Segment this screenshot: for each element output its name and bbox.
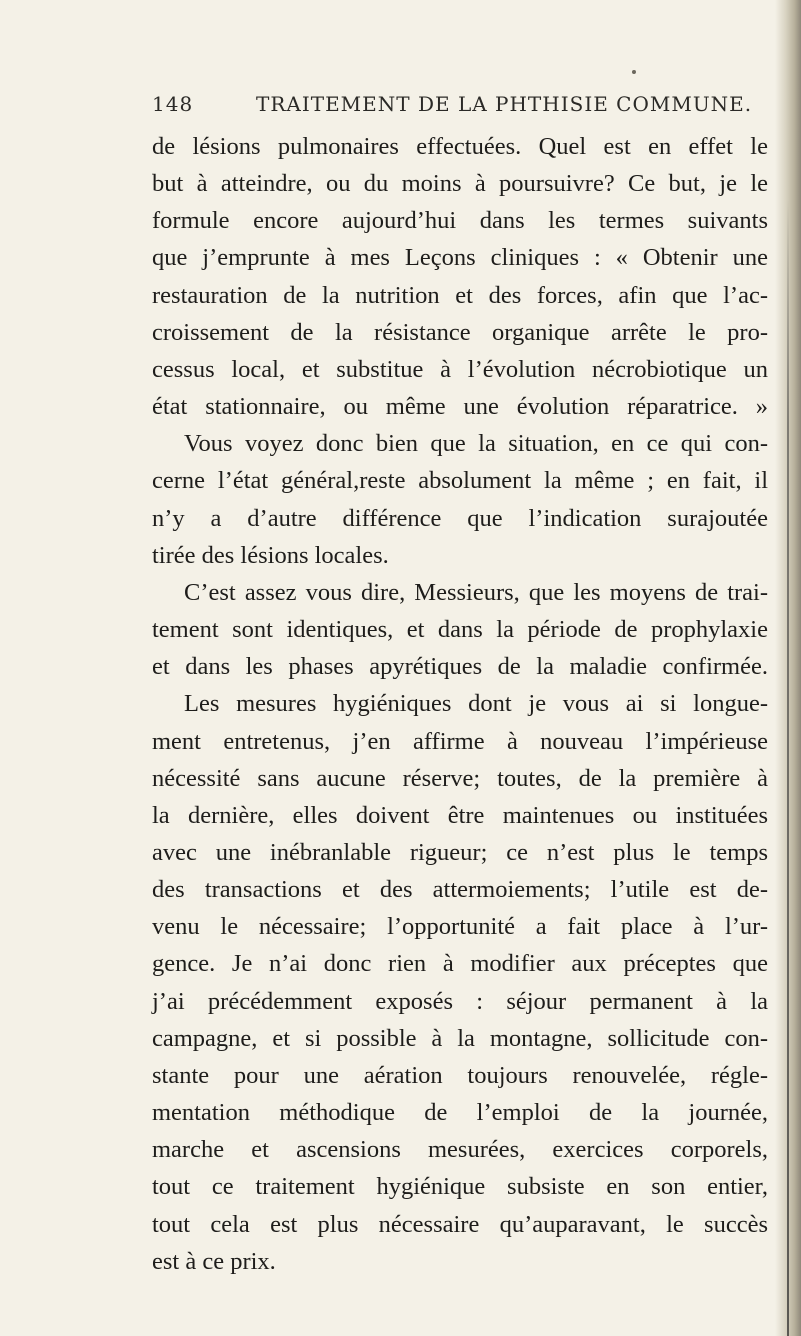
text-line: stante pour une aération toujours renouvelée, régle- [152,1061,768,1089]
text-line: de lésions pulmonaires effectuées. Quel est en effet le [152,133,768,160]
text-line: cerne l’état général,reste absolument la même ; en fait, il [152,467,768,495]
binding-edge-line [787,200,789,1336]
text-line: nécessité sans aucune réserve; toutes, de la première à [152,764,768,792]
text-line: marche et ascensions mesurées, exercices corporels, [152,1136,768,1164]
text-line: des transactions et des attermoiements; l’utile est de- [152,876,768,904]
text-line: Vous voyez donc bien que la situation, en ce qui con- [184,430,768,458]
text-line: état stationnaire, ou même une évolution réparatrice. » [152,393,768,421]
text-line: tement sont identiques, et dans la période de prophylaxie [152,616,768,644]
text-line: venu le nécessaire; l’opportunité a fait place à l’ur- [152,913,768,941]
text-line: cessus local, et substitue à l’évolution nécrobiotique un [152,355,768,383]
text-line: gence. Je n’ai donc rien à modifier aux préceptes que [152,950,768,978]
text-line: ment entretenus, j’en affirme à nouveau l’impérieuse [152,727,768,755]
text-line: restauration de la nutrition et des forces, afin que l’ac- [152,281,768,309]
body-text [152,128,768,1280]
text-line: tirée des lésions locales. [152,541,389,569]
text-line: est à ce prix. [152,1247,276,1275]
text-line: Les mesures hygiéniques dont je vous ai si longue- [184,690,768,718]
text-line: mentation méthodique de l’emploi de la journée, [152,1099,768,1127]
text-line: but à atteindre, ou du moins à poursuivre? Ce but, je le [152,170,768,198]
text-line: formule encore aujourd’hui dans les termes suivants [152,207,768,235]
text-line: j’ai précédemment exposés : séjour permanent à la [152,987,768,1015]
running-title: TRAITEMENT DE LA PHTHISIE COMMUNE. [256,92,753,116]
text-line: tout ce traitement hygiénique subsiste en son entier, [152,1173,768,1201]
text-line: C’est assez vous dire, Messieurs, que les moyens de trai- [184,578,768,606]
text-line: que j’emprunte à mes Leçons cliniques : « Obtenir une [152,244,768,272]
text-line: tout cela est plus nécessaire qu’auparavant, le succès [152,1210,768,1238]
margin-speck [632,70,636,74]
text-line: n’y a d’autre différence que l’indication surajoutée [152,504,768,532]
text-line: croissement de la résistance organique arrête le pro- [152,318,768,346]
text-line: campagne, et si possible à la montagne, sollicitude con- [152,1024,768,1052]
text-line: avec une inébranlable rigueur; ce n’est plus le temps [152,838,768,866]
text-line: la dernière, elles doivent être maintenues ou instituées [152,801,768,829]
text-line: et dans les phases apyrétiques de la maladie confirmée. [152,653,768,681]
page-number: 148 [152,92,194,116]
